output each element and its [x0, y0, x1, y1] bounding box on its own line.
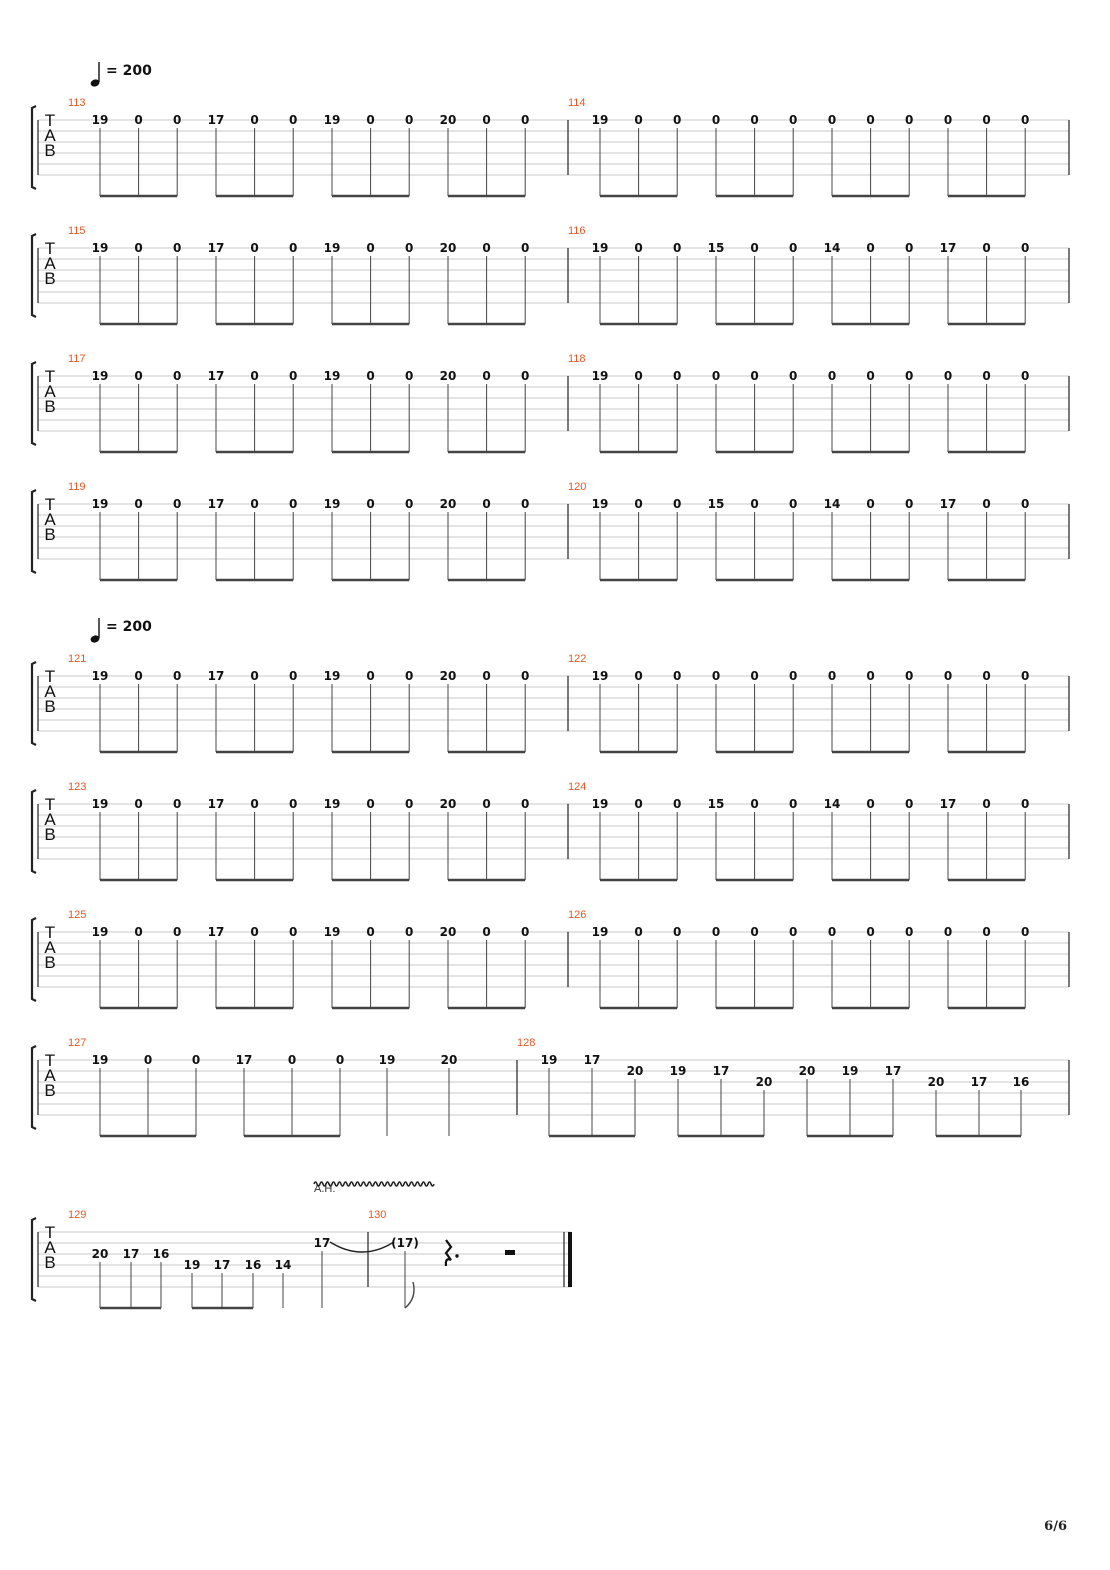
- fret-number: 0: [789, 113, 798, 127]
- fret-number: 0: [1021, 797, 1030, 811]
- tab-system: [32, 781, 1069, 880]
- fret-number: 0: [711, 369, 721, 383]
- fret-number: 0: [982, 925, 991, 939]
- page-number: 6/6: [1044, 1519, 1067, 1534]
- system-bracket: [32, 490, 36, 573]
- fret-number: 17: [313, 1236, 331, 1250]
- fret-number: 0: [1021, 669, 1030, 683]
- measure-number: 120: [568, 481, 587, 493]
- fret-number: 19: [91, 925, 109, 939]
- fret-number: 16: [152, 1247, 170, 1261]
- fret-number: 0: [982, 369, 991, 383]
- measure-number: 128: [517, 1037, 536, 1049]
- fret-number: 0: [521, 925, 530, 939]
- fret-number: 0: [405, 925, 414, 939]
- fret-number: 0: [134, 497, 143, 511]
- fret-number: 19: [91, 1053, 109, 1067]
- fret-number: 0: [634, 241, 643, 255]
- fret-number: 19: [323, 669, 341, 683]
- fret-number: 0: [750, 241, 759, 255]
- measure-number: 122: [568, 653, 587, 665]
- fret-number: 0: [905, 369, 914, 383]
- fret-number: 0: [173, 669, 182, 683]
- fret-number: 19: [91, 241, 109, 255]
- fret-number: 0: [750, 113, 759, 127]
- fret-number: 0: [634, 113, 643, 127]
- measure-number: 124: [568, 781, 587, 793]
- fret-number: 17: [712, 1064, 730, 1078]
- fret-number: 0: [1021, 497, 1030, 511]
- tab-clef-letter: A: [44, 254, 56, 273]
- tab-clef-letter: A: [44, 510, 56, 529]
- fret-number: 0: [366, 797, 375, 811]
- fret-number: 20: [755, 1075, 773, 1089]
- fret-number: 0: [173, 241, 182, 255]
- note-flag: [405, 1282, 414, 1308]
- fret-number: 0: [750, 669, 759, 683]
- tab-clef-letter: T: [44, 923, 56, 942]
- fret-number: 0: [521, 369, 530, 383]
- fret-number: 0: [634, 497, 643, 511]
- fret-number: 0: [250, 497, 259, 511]
- tab-clef-letter: B: [44, 397, 56, 416]
- fret-number: 14: [274, 1258, 292, 1272]
- fret-number: 0: [750, 497, 759, 511]
- fret-number: 16: [244, 1258, 262, 1272]
- fret-number: 0: [289, 113, 298, 127]
- fret-number: 0: [366, 925, 375, 939]
- measure-number: 121: [68, 653, 87, 665]
- fret-number: 0: [173, 113, 182, 127]
- fret-number: 0: [982, 241, 991, 255]
- fret-number: 20: [439, 925, 457, 939]
- fret-number: 0: [866, 925, 875, 939]
- measure-number: 116: [568, 225, 586, 237]
- fret-number: 0: [250, 925, 259, 939]
- fret-number: 19: [378, 1053, 396, 1067]
- fret-number: 16: [1012, 1075, 1030, 1089]
- fret-number: 0: [673, 497, 682, 511]
- fret-number: 17: [207, 241, 225, 255]
- tab-clef-letter: B: [44, 1081, 56, 1100]
- fret-number: 20: [439, 241, 457, 255]
- measure-number: 129: [68, 1209, 87, 1221]
- fret-number: 14: [823, 241, 841, 255]
- system-bracket: [32, 662, 36, 745]
- fret-number: 0: [827, 113, 837, 127]
- fret-number: 0: [982, 113, 991, 127]
- fret-number: 19: [591, 369, 609, 383]
- measure-number: 127: [68, 1037, 87, 1049]
- fret-number: 0: [866, 797, 875, 811]
- artificial-harmonic-label: A.H.: [314, 1183, 336, 1195]
- fret-number: 0: [827, 369, 837, 383]
- tab-clef-letter: T: [44, 111, 56, 130]
- fret-number: 19: [183, 1258, 201, 1272]
- fret-number: 20: [91, 1247, 109, 1261]
- fret-number: 0: [482, 369, 491, 383]
- fret-number: 0: [521, 241, 530, 255]
- fret-number: 0: [405, 113, 414, 127]
- tab-clef-letter: A: [44, 1066, 56, 1085]
- fret-number: 0: [366, 369, 375, 383]
- fret-number: 17: [939, 241, 957, 255]
- tab-system: [32, 353, 1069, 452]
- fret-number: 0: [250, 369, 259, 383]
- tab-clef-letter: T: [44, 1223, 56, 1242]
- fret-number: 17: [939, 797, 957, 811]
- fret-number: 19: [91, 497, 109, 511]
- fret-number: 0: [482, 925, 491, 939]
- fret-number: 0: [673, 797, 682, 811]
- fret-number: 0: [250, 797, 259, 811]
- system-bracket: [32, 1218, 36, 1301]
- fret-number: 0: [250, 669, 259, 683]
- system-bracket: [32, 918, 36, 1001]
- fret-number: 0: [1021, 925, 1030, 939]
- fret-number: 0: [789, 241, 798, 255]
- fret-number: 0: [521, 797, 530, 811]
- measure-number: 119: [68, 481, 86, 493]
- fret-number: 0: [482, 669, 491, 683]
- fret-number: 14: [823, 497, 841, 511]
- fret-number: 0: [289, 797, 298, 811]
- fret-number: 15: [707, 241, 725, 255]
- fret-number: 0: [905, 113, 914, 127]
- system-bracket: [32, 234, 36, 317]
- tab-clef-letter: T: [44, 667, 56, 686]
- fret-number: 0: [982, 797, 991, 811]
- fret-number: 0: [789, 797, 798, 811]
- system-bracket: [32, 1046, 36, 1129]
- fret-number: 0: [866, 113, 875, 127]
- measure-number: 118: [568, 353, 586, 365]
- fret-number: 0: [905, 797, 914, 811]
- fret-number: 0: [905, 241, 914, 255]
- fret-number: 0: [673, 669, 682, 683]
- fret-number: 0: [866, 369, 875, 383]
- tab-clef-letter: B: [44, 269, 56, 288]
- fret-number: 0: [750, 369, 759, 383]
- fret-number: 0: [789, 369, 798, 383]
- fret-number: 19: [591, 797, 609, 811]
- fret-number: 15: [707, 497, 725, 511]
- fret-number: 0: [943, 369, 953, 383]
- measure-number: 115: [68, 225, 86, 237]
- tab-clef-letter: T: [44, 495, 56, 514]
- fret-number: 0: [634, 669, 643, 683]
- fret-number: 19: [91, 369, 109, 383]
- tab-clef-letter: A: [44, 682, 56, 701]
- fret-number: 19: [323, 113, 341, 127]
- fret-number: 0: [405, 497, 414, 511]
- fret-number: 20: [440, 1053, 458, 1067]
- fret-number: 0: [1021, 369, 1030, 383]
- fret-number: 0: [1021, 241, 1030, 255]
- measure-number: 130: [368, 1209, 387, 1221]
- fret-number: 17: [213, 1258, 231, 1272]
- tab-clef-letter: T: [44, 239, 56, 258]
- fret-number: 0: [366, 113, 375, 127]
- fret-number: 20: [798, 1064, 816, 1078]
- fret-number: 19: [91, 113, 109, 127]
- fret-number: 0: [134, 669, 143, 683]
- fret-number: 0: [711, 669, 721, 683]
- fret-number: 0: [789, 669, 798, 683]
- fret-number: 19: [669, 1064, 687, 1078]
- fret-number: 19: [841, 1064, 859, 1078]
- tab-clef-letter: A: [44, 938, 56, 957]
- fret-number: 17: [207, 369, 225, 383]
- fret-number: 0: [943, 113, 953, 127]
- fret-number: 0: [482, 241, 491, 255]
- tempo-marking: = 200: [106, 619, 152, 635]
- tab-clef-letter: A: [44, 1238, 56, 1257]
- fret-number: 19: [91, 797, 109, 811]
- measure-number: 125: [68, 909, 87, 921]
- fret-number: 0: [905, 669, 914, 683]
- fret-number: 17: [207, 797, 225, 811]
- tab-clef-letter: B: [44, 825, 56, 844]
- quarter-rest-icon: [446, 1240, 451, 1266]
- fret-number: 0: [905, 925, 914, 939]
- tab-clef-letter: B: [44, 953, 56, 972]
- fret-number: 19: [540, 1053, 558, 1067]
- tab-clef-letter: A: [44, 382, 56, 401]
- fret-number: 0: [405, 797, 414, 811]
- fret-number: 0: [711, 113, 721, 127]
- tab-clef-letter: B: [44, 525, 56, 544]
- measure-number: 123: [68, 781, 87, 793]
- fret-number: 20: [439, 369, 457, 383]
- systems-layer: [32, 62, 1069, 1308]
- fret-number: 20: [439, 497, 457, 511]
- fret-number: 0: [405, 669, 414, 683]
- fret-number: 19: [591, 113, 609, 127]
- fret-number: 0: [482, 797, 491, 811]
- fret-number: 0: [673, 925, 682, 939]
- vibrato-wave-icon: [314, 1182, 434, 1186]
- fret-number: 17: [207, 669, 225, 683]
- fret-number: 17: [939, 497, 957, 511]
- fret-number: 19: [591, 497, 609, 511]
- fret-number: 0: [191, 1053, 201, 1067]
- fret-number: 19: [591, 669, 609, 683]
- fret-number: 0: [134, 925, 143, 939]
- fret-number: 0: [711, 925, 721, 939]
- fret-number: 0: [289, 241, 298, 255]
- fret-number: 0: [866, 669, 875, 683]
- fret-number: 17: [884, 1064, 902, 1078]
- fret-number: 0: [673, 113, 682, 127]
- fret-number: 0: [521, 669, 530, 683]
- fret-number: 19: [591, 925, 609, 939]
- fret-number: 0: [335, 1053, 345, 1067]
- half-rest-icon: [505, 1250, 515, 1255]
- fret-number: 0: [521, 113, 530, 127]
- fret-number: 0: [750, 925, 759, 939]
- tab-system: [32, 618, 1069, 752]
- fret-number: 0: [134, 113, 143, 127]
- fret-number: 17: [583, 1053, 601, 1067]
- fret-number: 0: [289, 925, 298, 939]
- fret-number: 0: [366, 669, 375, 683]
- fret-number: 14: [823, 797, 841, 811]
- fret-number: 0: [482, 113, 491, 127]
- fret-number: 19: [323, 925, 341, 939]
- system-bracket: [32, 106, 36, 189]
- fret-number: 19: [323, 497, 341, 511]
- fret-number: 0: [287, 1053, 297, 1067]
- fret-number: 0: [827, 925, 837, 939]
- fret-number: 0: [789, 925, 798, 939]
- fret-number: 0: [134, 241, 143, 255]
- measure-number: 126: [568, 909, 587, 921]
- measure-number: 114: [568, 97, 586, 109]
- fret-number: 15: [707, 797, 725, 811]
- fret-number: 19: [91, 669, 109, 683]
- tab-clef-letter: T: [44, 795, 56, 814]
- tied-fret-number: (17): [391, 1236, 419, 1250]
- fret-number: 0: [789, 497, 798, 511]
- fret-number: 0: [289, 669, 298, 683]
- fret-number: 0: [866, 241, 875, 255]
- tab-clef-letter: T: [44, 367, 56, 386]
- fret-number: 17: [970, 1075, 988, 1089]
- tab-system: [32, 909, 1069, 1008]
- fret-number: 0: [366, 241, 375, 255]
- fret-number: 20: [626, 1064, 644, 1078]
- fret-number: 0: [827, 669, 837, 683]
- fret-number: 0: [982, 669, 991, 683]
- fret-number: 0: [173, 797, 182, 811]
- tab-clef-letter: A: [44, 126, 56, 145]
- tab-clef-letter: B: [44, 697, 56, 716]
- fret-number: 0: [943, 669, 953, 683]
- fret-number: 0: [673, 241, 682, 255]
- fret-number: 0: [134, 797, 143, 811]
- fret-number: 0: [634, 797, 643, 811]
- fret-number: 20: [439, 797, 457, 811]
- fret-number: 0: [173, 925, 182, 939]
- fret-number: 0: [173, 369, 182, 383]
- fret-number: 0: [250, 113, 259, 127]
- fret-number: 0: [134, 369, 143, 383]
- fret-number: 19: [323, 369, 341, 383]
- fret-number: 20: [439, 669, 457, 683]
- tab-clef-letter: B: [44, 141, 56, 160]
- tab-clef-letter: A: [44, 810, 56, 829]
- fret-number: 0: [905, 497, 914, 511]
- fret-number: 17: [122, 1247, 140, 1261]
- fret-number: 20: [927, 1075, 945, 1089]
- rest-dot: [455, 1254, 458, 1257]
- fret-number: 0: [482, 497, 491, 511]
- fret-number: 0: [943, 925, 953, 939]
- tab-system: [32, 481, 1069, 580]
- tab-system: [32, 62, 1069, 196]
- fret-number: 0: [982, 497, 991, 511]
- tempo-marking: = 200: [106, 63, 152, 79]
- fret-number: 20: [439, 113, 457, 127]
- fret-number: 0: [750, 797, 759, 811]
- system-bracket: [32, 362, 36, 445]
- fret-number: 0: [673, 369, 682, 383]
- fret-number: 0: [250, 241, 259, 255]
- fret-number: 0: [521, 497, 530, 511]
- measure-number: 117: [68, 353, 86, 365]
- tab-system: [32, 1037, 1069, 1136]
- fret-number: 0: [405, 241, 414, 255]
- fret-number: 0: [289, 369, 298, 383]
- fret-number: 17: [207, 925, 225, 939]
- fret-number: 17: [207, 497, 225, 511]
- tab-system: [32, 1182, 571, 1308]
- measure-number: 113: [68, 97, 86, 109]
- fret-number: 0: [366, 497, 375, 511]
- fret-number: 0: [289, 497, 298, 511]
- fret-number: 0: [1021, 113, 1030, 127]
- fret-number: 0: [634, 369, 643, 383]
- system-bracket: [32, 790, 36, 873]
- fret-number: 0: [143, 1053, 153, 1067]
- tab-clef-letter: T: [44, 1051, 56, 1070]
- fret-number: 17: [235, 1053, 253, 1067]
- fret-number: 0: [405, 369, 414, 383]
- tab-clef-letter: B: [44, 1253, 56, 1272]
- fret-number: 19: [591, 241, 609, 255]
- tab-system: [32, 225, 1069, 324]
- fret-number: 17: [207, 113, 225, 127]
- fret-number: 19: [323, 241, 341, 255]
- fret-number: 0: [634, 925, 643, 939]
- fret-number: 0: [173, 497, 182, 511]
- fret-number: 0: [866, 497, 875, 511]
- fret-number: 19: [323, 797, 341, 811]
